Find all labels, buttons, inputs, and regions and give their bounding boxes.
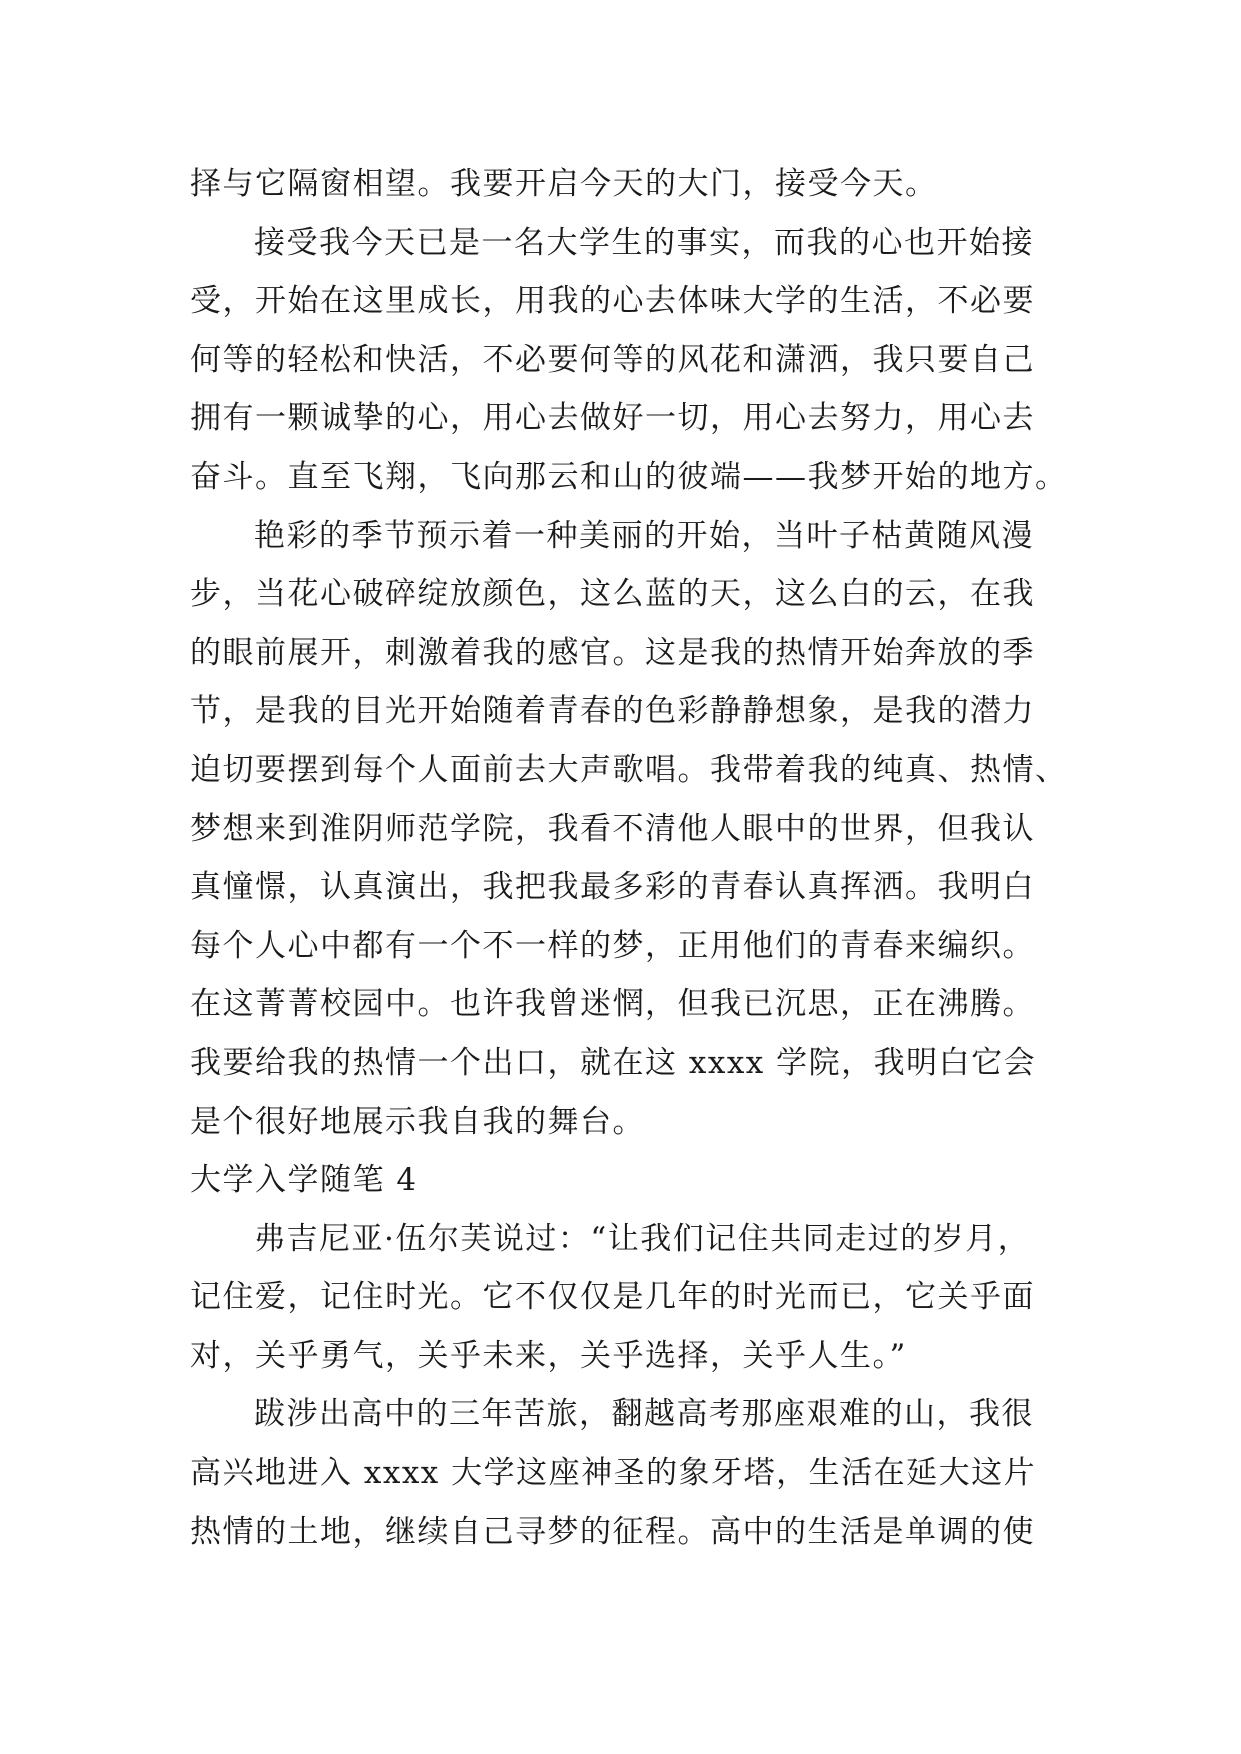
section-heading: 大学入学随笔 4 bbox=[190, 1162, 418, 1199]
text-line: 的眼前展开，刺激着我的感官。这是我的热情开始奔放的季 bbox=[190, 634, 1035, 671]
text-line: 步，当花心破碎绽放颜色，这么蓝的天，这么白的云，在我 bbox=[190, 576, 1035, 613]
text-line: 梦想来到淮阴师范学院，我看不清他人眼中的世界，但我认 bbox=[190, 810, 1035, 847]
text-line: 在这菁菁校园中。也许我曾迷惘，但我已沉思，正在沸腾。 bbox=[190, 986, 1035, 1023]
text-line: 艳彩的季节预示着一种美丽的开始，当叶子枯黄随风漫 bbox=[254, 517, 1034, 554]
text-line: 弗吉尼亚·伍尔芙说过：“让我们记住共同走过的岁月， bbox=[254, 1220, 1031, 1257]
text-line: 拥有一颗诚挚的心，用心去做好一切，用心去努力，用心去 bbox=[190, 400, 1035, 437]
text-line: 记住爱，记住时光。它不仅仅是几年的时光而已，它关乎面 bbox=[190, 1279, 1035, 1316]
text-line: 迫切要摆到每个人面前去大声歌唱。我带着我的纯真、热情、 bbox=[190, 751, 1068, 788]
text-line: 高兴地进入 xxxx 大学这座神圣的象牙塔，生活在延大这片 bbox=[190, 1455, 1037, 1492]
text-line: 是个很好地展示我自我的舞台。 bbox=[190, 1103, 645, 1140]
text-line: 何等的轻松和快活，不必要何等的风花和潇洒，我只要自己 bbox=[190, 341, 1035, 378]
text-line: 奋斗。直至飞翔，飞向那云和山的彼端——我梦开始的地方。 bbox=[190, 458, 1068, 495]
text-line: 受，开始在这里成长，用我的心去体味大学的生活，不必要 bbox=[190, 283, 1035, 320]
text-line: 真憧憬，认真演出，我把我最多彩的青春认真挥洒。我明白 bbox=[190, 869, 1035, 906]
text-line: 节，是我的目光开始随着青春的色彩静静想象，是我的潜力 bbox=[190, 693, 1035, 730]
text-line: 跋涉出高中的三年苦旅，翻越高考那座艰难的山，我很 bbox=[254, 1396, 1034, 1433]
text-line: 接受我今天已是一名大学生的事实，而我的心也开始接 bbox=[254, 224, 1034, 261]
document-body bbox=[190, 155, 1070, 1561]
text-line: 对，关乎勇气，关乎未来，关乎选择，关乎人生。” bbox=[190, 1337, 907, 1374]
text-line: 我要给我的热情一个出口，就在这 xxxx 学院，我明白它会 bbox=[190, 1044, 1037, 1081]
text-line: 每个人心中都有一个不一样的梦，正用他们的青春来编织。 bbox=[190, 927, 1035, 964]
text-line: 择与它隔窗相望。我要开启今天的大门，接受今天。 bbox=[190, 166, 938, 202]
text-line: 热情的土地，继续自己寻梦的征程。高中的生活是单调的使 bbox=[190, 1513, 1035, 1550]
